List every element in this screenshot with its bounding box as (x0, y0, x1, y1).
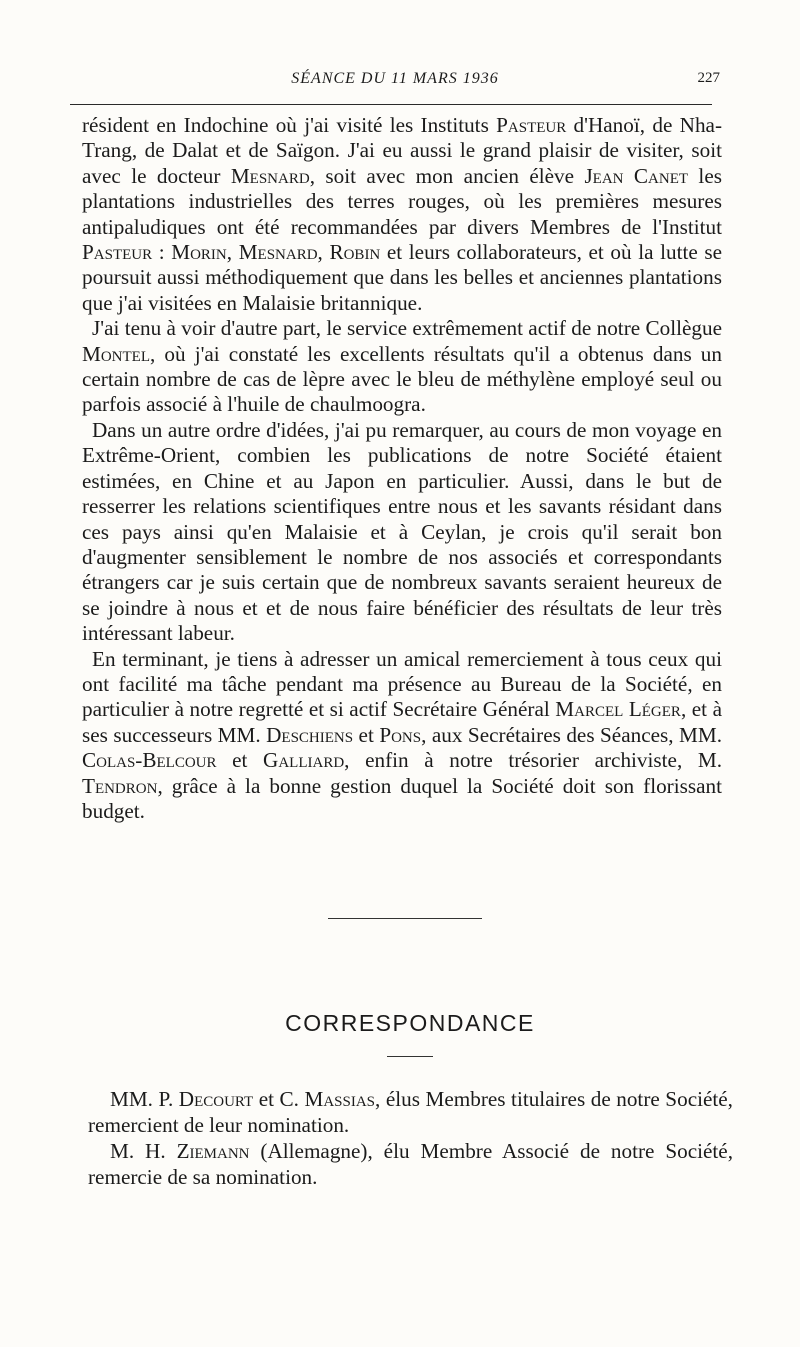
person-name: Robin (329, 240, 381, 265)
person-name: Pasteur (496, 113, 567, 137)
heading-underline (387, 1056, 433, 1057)
section-divider (328, 918, 482, 919)
text-run: , soit avec mon ancien élève (309, 163, 585, 188)
person-name: Ziemann (176, 1139, 250, 1163)
person-name: Mesnard (238, 240, 318, 265)
page-number: 227 (697, 70, 720, 86)
text-run: , où j'ai constaté les excellents résultats qu'il a obtenus dans un certain nombre de cas de lèpre avec le bleu de méthylène employé seul ou parfois associé à l'huile de chaulmoogra. (82, 341, 722, 417)
text-run: et leurs collaborateurs, et où la lutte se poursuit aussi méthodiquement que dans les belles et anciennes plantations que j'ai visitées en Malaisie britannique. (82, 240, 723, 315)
running-head: SÉANCE DU 11 MARS 1936 (291, 70, 499, 87)
text-run: , enfin à notre trésorier archiviste, M. (344, 748, 722, 773)
paragraph-1 (82, 113, 722, 316)
correspondance-paragraph-1 (88, 1086, 733, 1138)
text-run: , et à ses successeurs MM. (82, 697, 722, 747)
text-run: , aux Secrétaires des Séances, MM. (421, 722, 722, 747)
person-name: Pasteur (82, 240, 153, 265)
person-name: Massias (304, 1087, 376, 1111)
text-run: : (152, 240, 172, 265)
text-run: , (226, 240, 239, 265)
person-name: Colas-Belcour (82, 748, 217, 773)
person-name: Pons (379, 722, 422, 747)
header-rule (70, 104, 712, 105)
text-run: et (353, 722, 380, 747)
text-run: résident en Indochine où j'ai visité les Instituts (82, 113, 497, 137)
text-run: d'Hanoï, de Nha-Trang, de Dalat et de Saïgon. J'ai eu aussi le grand plaisir de visiter, soit avec le docteur (82, 113, 723, 188)
person-name: Galliard (263, 748, 345, 773)
text-run: J'ai tenu à voir d'autre part, le service extrêmement actif de notre Collègue (92, 316, 722, 341)
text-run: les plantations industrielles des terres rouges, où les premières mesures antipaludiques ont été recommandées par divers Membres de l'Institut (82, 163, 722, 239)
section-heading: CORRESPONDANCE (285, 1010, 535, 1036)
correspondance-paragraph-2 (88, 1138, 733, 1190)
person-name: Montel (82, 341, 150, 366)
text-run: et (216, 748, 264, 773)
person-name: Morin (171, 240, 227, 265)
page-header (70, 70, 720, 96)
text-run: En terminant, je tiens à adresser un amical remerciement à tous ceux qui ont facilité ma tâche pendant ma présence au Bureau de la Société, en particulier à notre regretté et si actif Secrétaire Général (82, 646, 722, 722)
text-run: et C. (253, 1087, 305, 1111)
text-run: (Allemagne), élu Membre Associé de notre Société, remercie de sa nomination. (88, 1139, 734, 1189)
body-text (82, 113, 722, 824)
text-run: , grâce à la bonne gestion duquel la Société doit son florissant budget. (82, 773, 722, 823)
text-run: , élus Membres titulaires de notre Société, remercient de leur nomination. (88, 1087, 733, 1137)
text-run: M. H. (110, 1139, 177, 1163)
paragraph-3: Dans un autre ordre d'idées, j'ai pu remarquer, au cours de mon voyage en Extrême-Orient, combien les publications de notre Société étaient estimées, en Chine et au Japon en particulier. Aussi, dans le but de resserrer les relations scientifiques entre nous et les savants résidant dans ces pays ainsi qu'en Malaisie et à Ceylan, je crois qu'il serait bon d'augmenter sensiblement le nombre de nos associés et correspondants étrangers car je suis certain que de nombreux savants seraient heureux de se joindre à nous et et de nous faire bénéficier des résultats de leur très intéressant labeur. (82, 417, 722, 646)
person-name: Marcel Léger (555, 697, 681, 722)
person-name: Jean Canet (584, 163, 689, 188)
text-run: MM. P. (110, 1087, 179, 1111)
person-name: Deschiens (266, 722, 354, 747)
person-name: Tendron (82, 773, 158, 798)
person-name: Mesnard (230, 163, 310, 188)
person-name: Decourt (178, 1087, 254, 1111)
correspondance-text (88, 1086, 733, 1190)
paragraph-4 (82, 647, 722, 825)
paragraph-2 (82, 316, 722, 418)
text-run: , (317, 240, 330, 265)
